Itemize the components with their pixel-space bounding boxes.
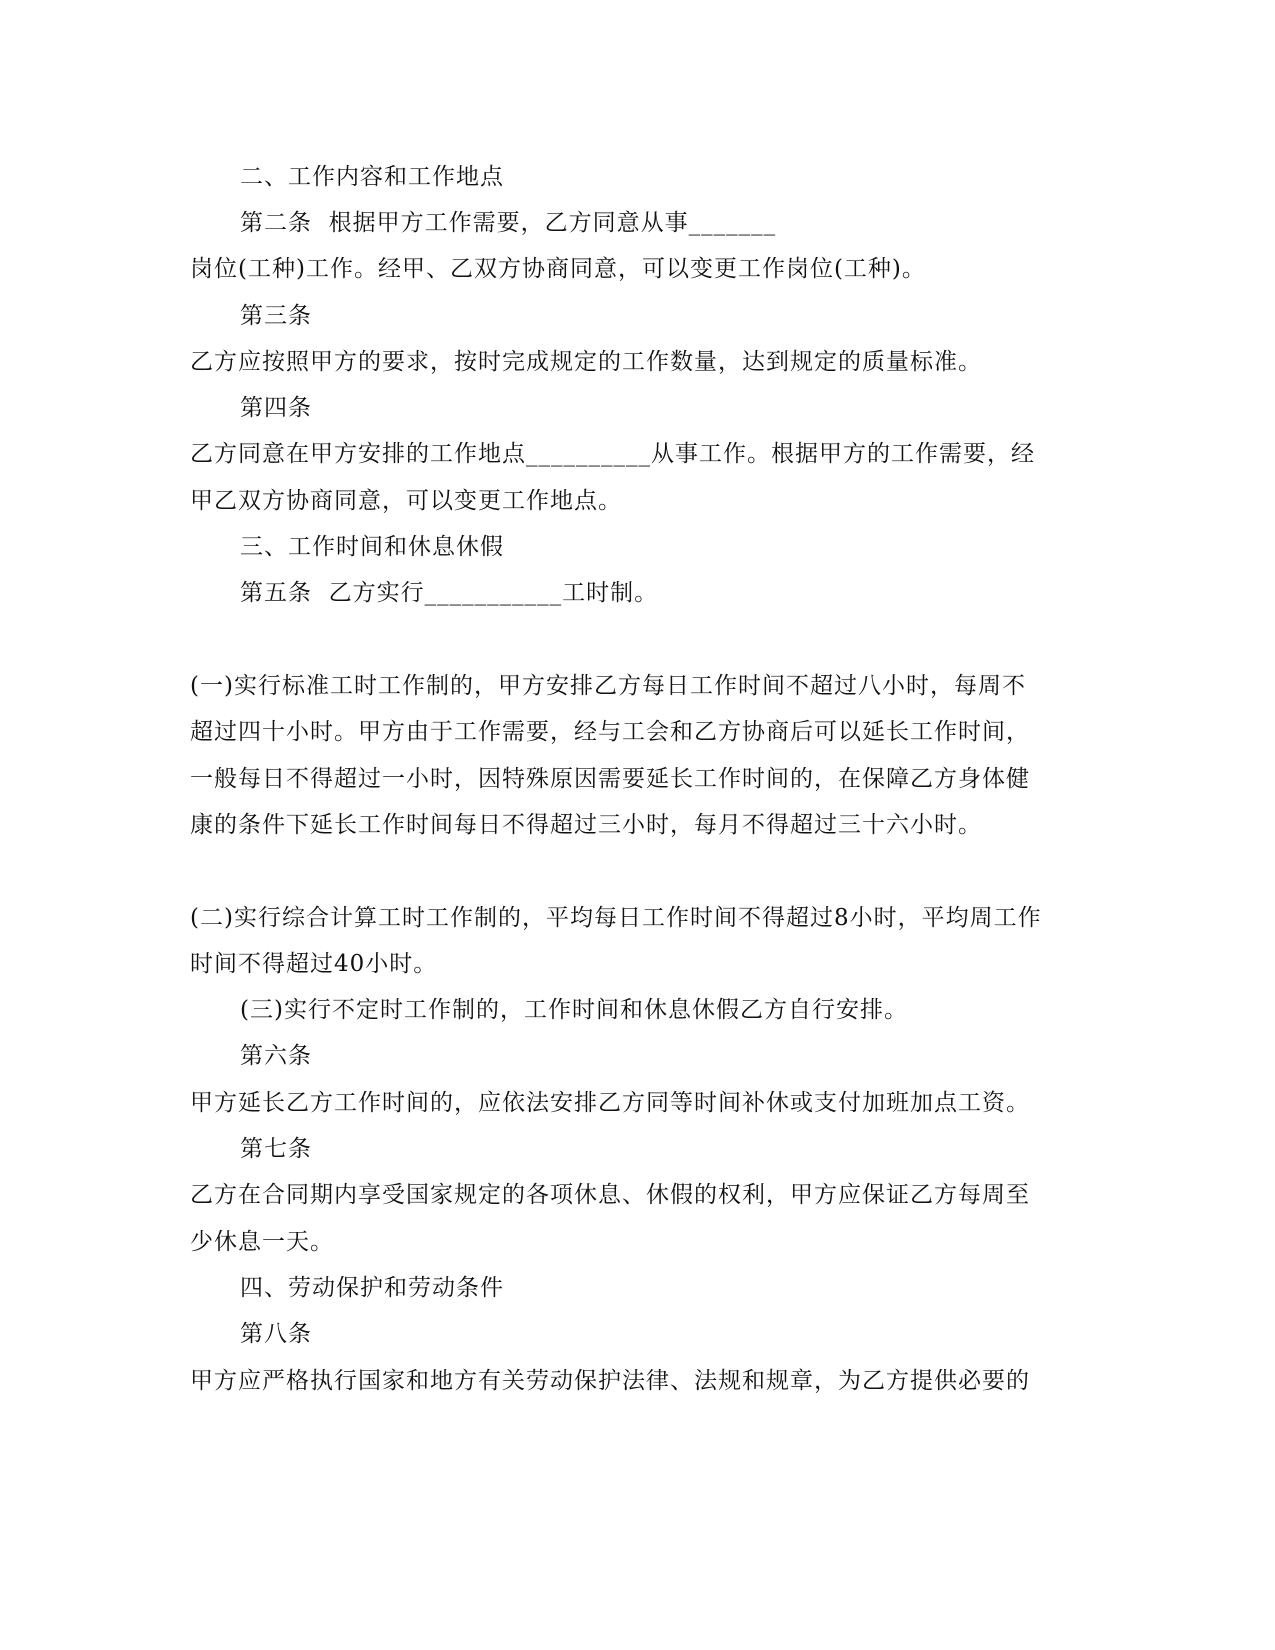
article-4-text-cont: 甲乙双方协商同意，可以变更工作地点。: [190, 488, 622, 514]
article-6-text: 甲方延长乙方工作时间的，应依法安排乙方同等时间补休或支付加班加点工资。: [190, 1090, 1030, 1116]
section-heading-3: 三、工作时间和休息休假: [240, 534, 504, 560]
article-3-text: 乙方应按照甲方的要求，按时完成规定的工作数量，达到规定的质量标准。: [190, 349, 982, 375]
article-4-heading: 第四条: [240, 395, 312, 421]
article-7-text-cont: 少休息一天。: [190, 1229, 334, 1255]
article-8-heading: 第八条: [240, 1321, 312, 1347]
article-2-text: 第二条 根据甲方工作需要，乙方同意从事_______: [240, 210, 777, 236]
article-7-heading: 第七条: [240, 1136, 312, 1162]
section-heading-2: 二、工作内容和工作地点: [240, 164, 504, 190]
article-8-text: 甲方应严格执行国家和地方有关劳动保护法律、法规和规章，为乙方提供必要的: [190, 1368, 1030, 1394]
article-7-text: 乙方在合同期内享受国家规定的各项休息、休假的权利，甲方应保证乙方每周至: [190, 1182, 1030, 1208]
clause-1-line-3: 一般每日不得超过一小时，因特殊原因需要延长工作时间的，在保障乙方身体健: [190, 766, 1030, 792]
article-5-text: 第五条 乙方实行___________工时制。: [240, 580, 659, 606]
article-3-heading: 第三条: [240, 303, 312, 329]
clause-1-line-2: 超过四十小时。甲方由于工作需要，经与工会和乙方协商后可以延长工作时间，: [190, 719, 1030, 745]
section-heading-4: 四、劳动保护和劳动条件: [240, 1275, 504, 1301]
clause-3-text: (三)实行不定时工作制的，工作时间和休息休假乙方自行安排。: [240, 997, 908, 1023]
clause-1-line-1: (一)实行标准工时工作制的，甲方安排乙方每日工作时间不超过八小时，每周不: [190, 673, 1026, 699]
article-4-text: 乙方同意在甲方安排的工作地点__________从事工作。根据甲方的工作需要，经: [190, 441, 1035, 467]
clause-2-line-2: 时间不得超过40小时。: [190, 951, 438, 977]
clause-2-line-1: (二)实行综合计算工时工作制的，平均每日工作时间不得超过8小时，平均周工作: [190, 905, 1042, 931]
article-2-text-cont: 岗位(工种)工作。经甲、乙双方协商同意，可以变更工作岗位(工种)。: [190, 256, 926, 282]
clause-1-line-4: 康的条件下延长工作时间每日不得超过三小时，每月不得超过三十六小时。: [190, 812, 982, 838]
article-6-heading: 第六条: [240, 1043, 312, 1069]
